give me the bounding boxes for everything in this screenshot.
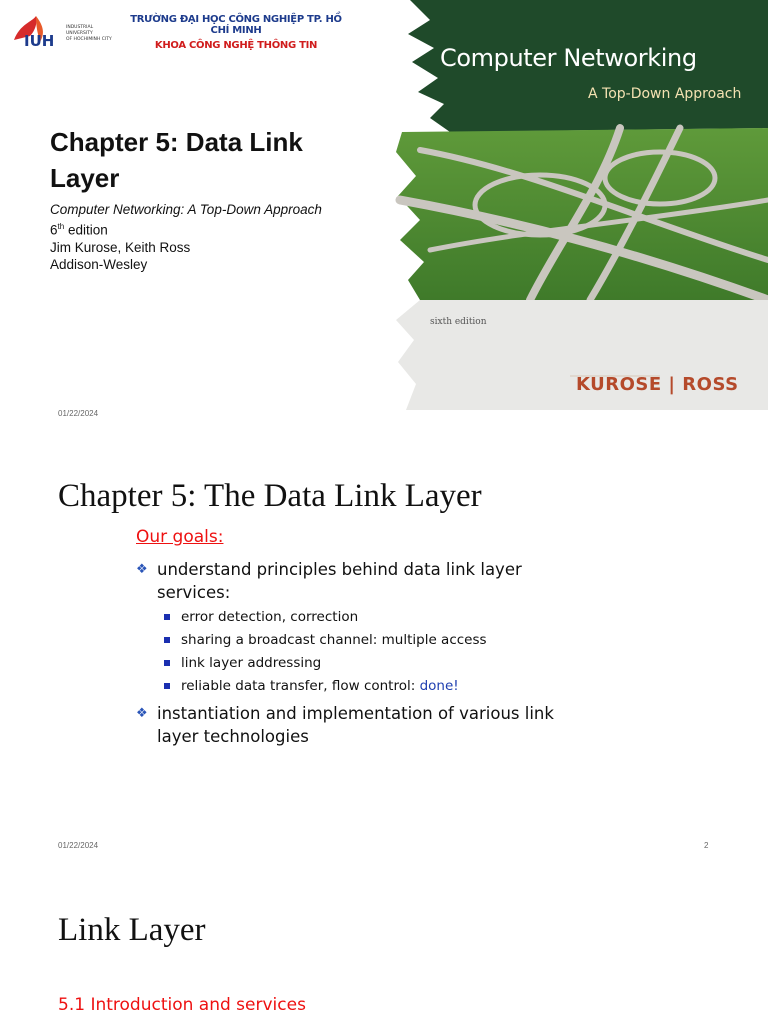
book-publisher: Addison-Wesley [50, 256, 148, 272]
bullet-item: ❖ instantiation and implementation of various link layer technologies [136, 704, 554, 746]
done-note: done! [419, 678, 459, 694]
cover-edition: sixth edition [430, 317, 487, 327]
slide-title: Chapter 5: The Data Link Layer [58, 478, 482, 514]
svg-text:INDUSTRIAL: INDUSTRIAL [66, 25, 94, 30]
section-heading: 5.1 Introduction and services [58, 995, 306, 1015]
faculty-name: KHOA CÔNG NGHỆ THÔNG TIN [154, 40, 318, 51]
cover-title: Computer Networking [440, 44, 697, 72]
square-bullet-icon [164, 614, 170, 620]
slide-3-link-layer [0, 864, 768, 1024]
square-bullet-icon [164, 660, 170, 666]
slide-date: 01/22/2024 [58, 409, 99, 418]
page-number: 2 [704, 841, 709, 850]
sub-bullet-item: sharing a broadcast channel: multiple access [164, 630, 584, 650]
book-authors: Jim Kurose, Keith Ross [50, 239, 191, 255]
university-name: TRƯỜNG ĐẠI HỌC CÔNG NGHIỆP TP. HỒ CHÍ MINH [130, 14, 342, 36]
square-bullet-icon [164, 637, 170, 643]
sub-bullet-item: error detection, correction [164, 607, 584, 627]
slide-1-title [0, 0, 768, 432]
svg-text:IUH: IUH [24, 32, 55, 50]
book-title: Computer Networking: A Top-Down Approach [50, 202, 322, 217]
svg-text:UNIVERSITY: UNIVERSITY [66, 31, 93, 36]
cover-subtitle: A Top-Down Approach [588, 86, 742, 102]
university-header [120, 14, 352, 51]
sub-bullet-item: reliable data transfer, flow control: done! [164, 676, 584, 696]
diamond-bullet-icon: ❖ [136, 562, 148, 577]
book-info [50, 201, 330, 273]
university-logo-icon [10, 10, 120, 52]
sub-bullet-item: link layer addressing [164, 653, 584, 673]
square-bullet-icon [164, 683, 170, 689]
slide-date: 01/22/2024 [58, 841, 99, 850]
slide-title: Chapter 5: Data Link Layer [50, 127, 303, 193]
svg-text:OF HOCHIMINH CITY: OF HOCHIMINH CITY [66, 37, 112, 42]
diamond-bullet-icon: ❖ [136, 706, 148, 721]
slide-2-goals [0, 432, 768, 864]
cover-authors: KUROSE | ROSS [576, 374, 739, 395]
bullet-item: ❖ understand principles behind data link layer services: [136, 560, 522, 602]
slide-title: Link Layer [58, 912, 206, 948]
book-edition: 6th edition [50, 222, 108, 238]
goals-heading: Our goals: [136, 527, 224, 547]
